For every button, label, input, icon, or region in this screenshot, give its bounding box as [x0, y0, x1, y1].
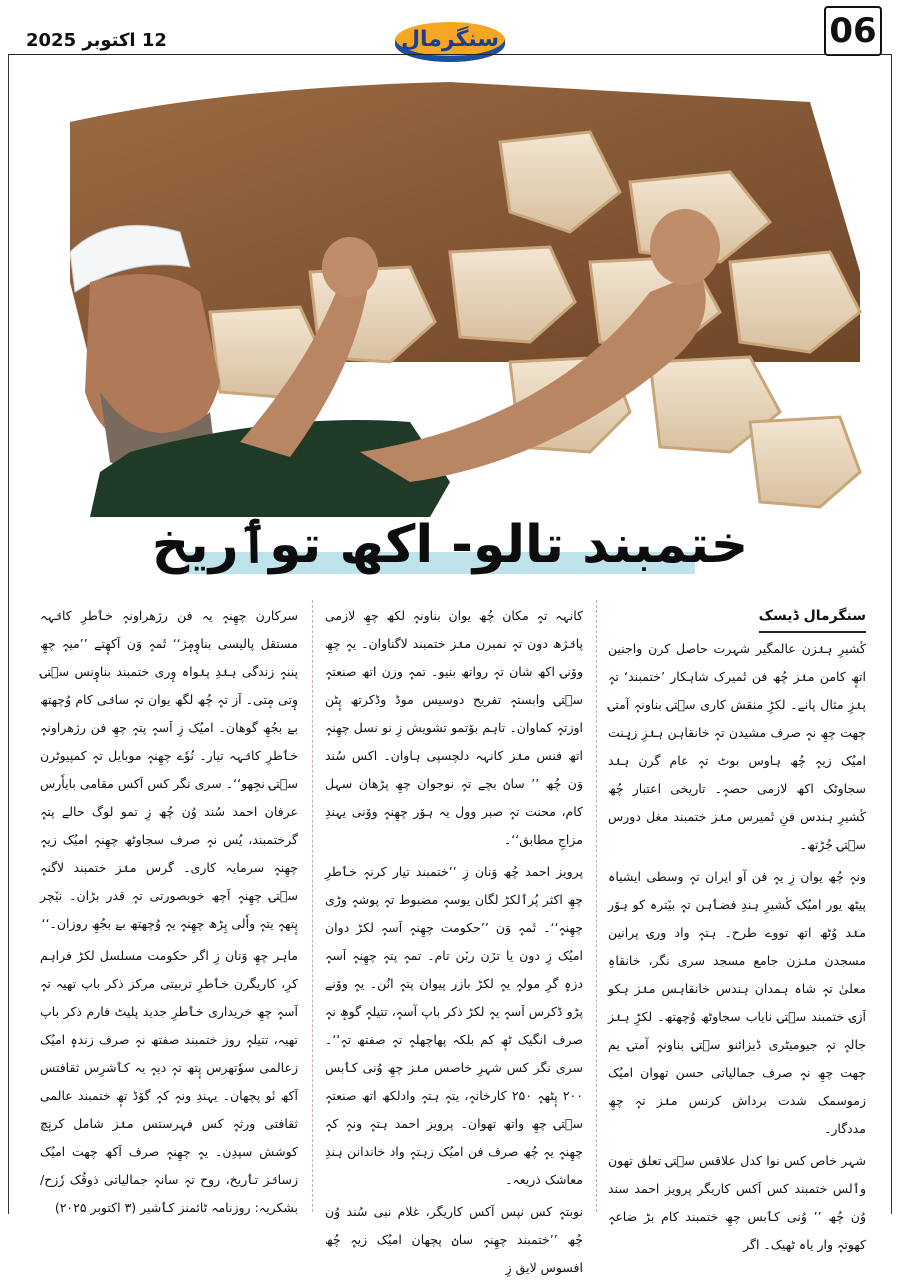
paragraph: ماہر چھِ وَنان زِ اگر حکومت مسلسل لکڑ فراہم کرِ، کاریگرن خٲطرِ تربیتی مرکز ذکر باپ تھیہ تہٕ اَسہٕ چھِ خریداری خٲطرِ جدید پلیٹ فارم ذکر باپ تھیہ، تتیلہٕ روز ختمبند صفتھ نہٕ صرف زندہٕ امیُک زعالمی سوٗتھرس پٕتھ تہٕ دیہٕ یہ کٲشرِس ثقافتس اَکھ نٔو پچھان۔ یہندِ ونہٕ کہٕ گوٚڈ تھٕ ختمبند عالمی ثقافتی ورثہٕ کس فہرستس منٛز شامل کرنٕچ کوشش سپدِن۔ یہٕ چھِنہٕ صرف اَکھ چھت امیُک زسانٛز تٲریخ، روح تہٕ سانہٕ جمالیاتی ذوقُک رٗزح/ بشکریہ: روزنامہ ٹائمنز کٲشیر (۳ اکتوبر ۲۰۲۵) — [40, 948, 298, 1215]
article-headline: ختمبند تالو- اکھ توٲریخ — [151, 515, 749, 575]
issue-date: 12 اکتوبر 2025 — [26, 30, 167, 51]
column-divider-right — [596, 600, 597, 1212]
paragraph: پرویز احمد چُھ وَنان زِ ’’ختمبند تیار کرنہٕ خٲطرِ چھِ اکثر پُرٲلکڑ لگان یوسہٕ مضبوط تہٕ پوشہٕ وڑی چھِنہٕ‘‘۔ تٔمہٕ وَن ’’حکومت چھِنہٕ اَسہٕ لکڑ دوان امیُک زِ دون یا ترٚن ربٚن تام۔ تمہٕ پتہٕ چھِنہٕ اَسہٕ دزہٕ گرِ مولہٕ یہٕ لکڑ بازر پیوان پتہٕ انُن۔ یہٕ ووٚنے پڑو ڈکرس اَسہٕ یہٕ لکڑ ذکر باپ آسہٕ، تتیلہٕ گوھٕ نہٕ صرف انگیک ٹھٕ کم بلکہ پھاچھلہٕ تہٕ صفتھ تہٕ‘‘۔ سری نگر کس شہرِ خاصس منٛز چھِ وُنی کٲبس ۲۰۰ پٕٹھہٕ ۲۵۰ کارخانہٕ، یتہٕ ہتہٕ وادلکھ اتھ صنعتہٕ سۭتۍ چھِ واتھ تھوان۔ پرویز احمد ہتہٕ ونہٕ کہٕ چھِنہٕ یہٕ چُھ صرف فن امیُک زہتہٕ واد خاندانن ہندِ معاشک ذریعہ۔ — [325, 864, 583, 1187]
paragraph: شہر خاص کس نوا کدل علاقس سۭتۍ تعلق تھون وٲلس ختمبند کس اَکس کاریگر پرویز احمد سند وُن چُھ ’’ وُنی کٲبس چھِ ختمبند کام بڑ ضاعہٕ کھوتہٕ وار یاہ ٹھیک۔ اگر — [608, 1153, 866, 1252]
byline-text: سنگرمال ڈیسک — [759, 602, 866, 633]
paragraph: کانہہ تہٕ مکان چُھ یوان بناونہٕ لکھ چھِ لازمی پانٛژھ دون تہٕ نمبرن منٛز ختمبند لاگناوان۔ یہٕ چھِ ووٚنۍ اکھ شان تہٕ رواتھ بنیو۔ تمہٕ وزن اتھ صنعتہٕ سۭتۍ وابستہٕ تفریح دوسیس موڈ وڈکرتھ پٕٹن اوزتہٕ کماوان۔ تاہم بوٚتمو تشویش زِ نو نسل چھِنہٕ اتھ فنس منٛز کانہہ دلچسپی ہاوان۔ اکس سُند وَن چُھ ’’ سانٛ بچے تہٕ نوجوان چھِ پڑھان سہل کام، محنت تہٕ صبر وول یہ ہوٚر چھِنہٕ ووٚنی یہندِ مزاجِ مطابق‘‘۔ — [325, 608, 583, 847]
paragraph: نوبتہٕ کس نپس اَکس کاریگر، غلام نبی سُند وُن چُھ ’’ختمبند چھِنہٕ سانٛ پچھان امیُک زیہٕ چُھ افسوس لایق زِ — [325, 1204, 583, 1275]
newspaper-logo: سنگرمال — [395, 22, 505, 62]
paragraph: ونہٕ چُھ یوان زِ یہٕ فن آو ایران تہٕ وسطی ایشیاہ پیٹھ یور امیُک کٔشیرِ ہندِ فضٲہن تہٕ بیٚترہ کو ہوٚر منٛد وُٹھ اتھ تووے طرح۔ ہتہٕ واد ورۍ پرانین مسجدن منٛزن جامع مسجد سری نگر، خانقاہِ معلیٰ تہٕ شاہ ہمدان ہندس خانقاہس منٛز ہکو اَزۍ ختمبند سۭتۍ نایاب سجاوٹھ وُچھتھ۔ لکڑِ ہنٛز جالہٕ تہٕ جیومیٹری ڈیزائنو سۭتۍ بناونہٕ آمتۍ یم چھت چھِ نہٕ صرف جمالیاتی حسن تھوان امیُک زموسمک شدت برداش کرنس منٛز تہٕ چھِ مددگار۔ — [608, 869, 866, 1136]
column-divider-left — [312, 600, 313, 1212]
page-header — [0, 0, 900, 60]
page-number: 06 — [824, 6, 882, 56]
article-column-middle — [325, 602, 583, 1275]
article-byline — [608, 602, 866, 633]
header-divider — [8, 54, 892, 55]
paragraph: سرکارن چھِنہٕ یہ فن رژھراونہٕ خٲطرِ کانٛہہ مستقل پالیسی بناوٕمٕژ‘‘ تٔمہٕ وَن اَکھٕتے ’’میہٕ چھِ پننہٕ زندگی ہنٛدِ پنٛواہ وٕری ختمبند بناوٕنس سۭتۍ وٕتی مٕتی۔ اَز تہٕ چُھ لگھ یوان تہٕ سانٛی کام وُچھتھ بےٚ بجُھِ گوھان۔ امیُک زِ اَسہٕ پتہٕ چھِ فن رژھراونہٕ خٲطرِ کانٛہہ تیار۔ نُوٗے چھِنہٕ موبایل تہٕ کمپیوٹرن سۭتۍ نجِھو‘‘۔ سری نگر کس اَکس مقامی بایاٗرس عرفان احمد سُند وُن چُھ زِ تمو لوگ حالے پتہٕ گرختمبند، یُس نہٕ صرف سجاوٹھ چھِنہٕ امیُک زیہٕ چھِنہٕ سرمایہ کاری۔ گرس منٛز ختمبند لاگنہٕ سۭتۍ چھِنہٕ اَچھ خوبصورتی تہٕ قدر بڑان۔ نیٚچر پٕتھہٕ یتہٕ واٗلی پِڑھ چھِنہٕ یہٕ وُچھتھ بےٚ بجُھِ روزان۔‘‘ — [40, 608, 298, 931]
article-photo — [30, 62, 870, 517]
article-column-right — [608, 602, 866, 1252]
page-border-right — [891, 54, 892, 1214]
paragraph: کٔشیرِ ہنٛزن عالمگیر شہرت حاصل کرن واجنین اتھٕ کامن منٛز چُھ فن تٔمیرک شاہکار ’ختمبند‘ تہٕ پنٛزِ مثال پانے۔ لکڑِ منقش کاری سۭتۍ بناونہٕ آمتۍ چھت چھِ نہٕ صرف مشیدن تہٕ خانقاہن ہنٛزِ زیٖنت امیُک زیہٕ چُھ ہاوس بوٹ تہٕ عام گرن ہنٛد سجاوٹک اکھ لازمی حصہٕ۔ تاریخی اعتبار چُھ کٔشیرِ ہندس فنِ تٔمیرس منٛز ختمبند مغل دورس سۭتۍ جُڑتھ۔ — [608, 641, 866, 852]
article-column-left — [40, 602, 298, 1215]
craftsman-ceiling-photo — [30, 62, 870, 517]
page-border-left — [8, 54, 9, 1214]
